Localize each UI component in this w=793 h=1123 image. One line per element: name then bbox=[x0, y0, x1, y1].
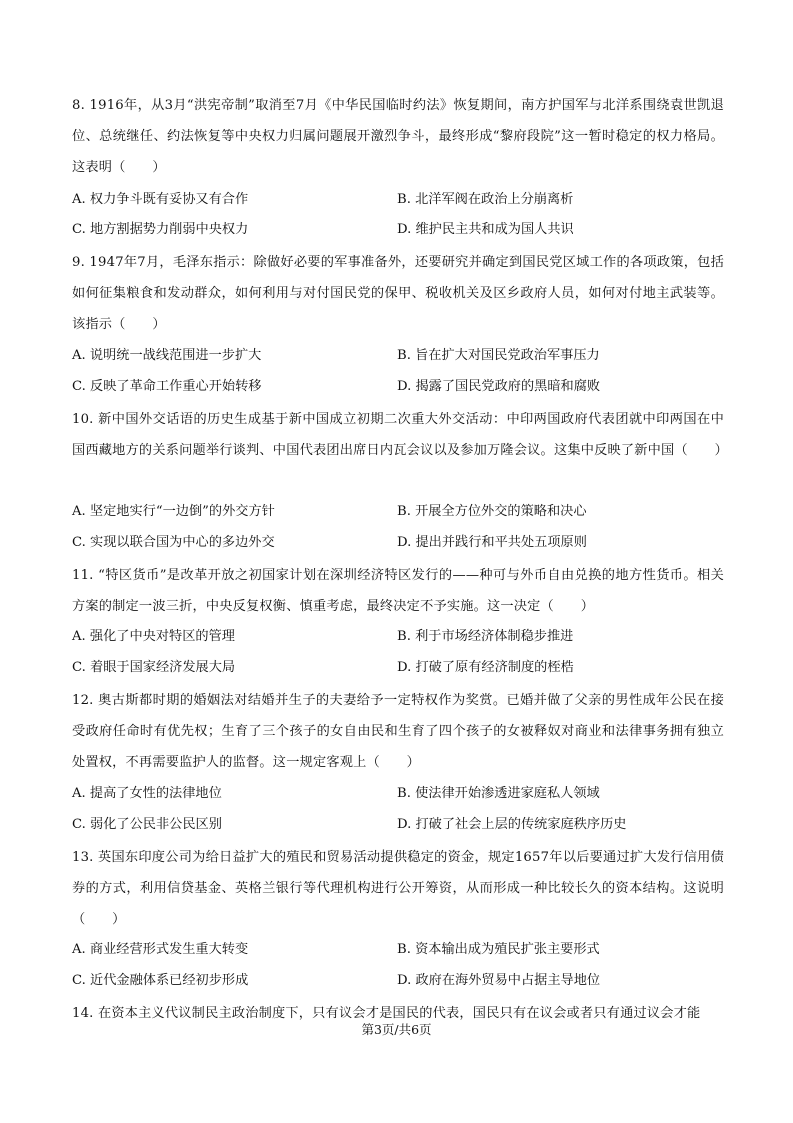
question-10-option-a: A. 坚定地实行“一边倒”的外交方针 bbox=[72, 504, 275, 519]
question-9-option-d: D. 揭露了国民党政府的黑暗和腐败 bbox=[397, 379, 601, 394]
question-11-option-c: C. 着眼于国家经济发展大局 bbox=[72, 660, 236, 675]
question-8-stem: 8. 1916年，从3月“洪宪帝制”取消至7月《中华民国临时约法》恢复期间，南方护国军与北洋系围绕袁世凯退位、总统继任、约法恢复等中央权力归属问题展开激烈争斗，最终形成“黎府段院”这一暂时稳定的权力格局。这表明（ ） bbox=[72, 98, 724, 175]
question-8-option-d: D. 维护民主共和成为国人共识 bbox=[397, 222, 574, 237]
question-12-option-d: D. 打破了社会上层的传统家庭秩序历史 bbox=[397, 817, 627, 832]
question-12-option-a: A. 提高了女性的法律地位 bbox=[72, 786, 222, 801]
question-11-option-b: B. 利于市场经济体制稳步推进 bbox=[397, 629, 574, 644]
question-13-option-d: D. 政府在海外贸易中占据主导地位 bbox=[397, 973, 601, 988]
question-12-option-c: C. 弱化了公民非公民区别 bbox=[72, 817, 222, 832]
question-9-option-b: B. 旨在扩大对国民党政治军事压力 bbox=[397, 348, 600, 363]
question-13-option-c: C. 近代金融体系已经初步形成 bbox=[72, 973, 249, 988]
question-11-option-d: D. 打破了原有经济制度的桎梏 bbox=[397, 660, 574, 675]
question-10-stem: 10. 新中国外交话语的历史生成基于新中国成立初期二次重大外交活动：中印两国政府代表团就中印两国在中国西藏地方的关系问题举行谈判、中国代表团出席日内瓦会议以及参加万隆会议。这集中反映了新中国（ ） bbox=[72, 412, 728, 458]
question-14-stem: 14. 在资本主义代议制民主政治制度下，只有议会才是国民的代表，国民只有在议会或者只有通过议会才能 bbox=[72, 1006, 701, 1021]
question-13-stem: 13. 英国东印度公司为给日益扩大的殖民和贸易活动提供稳定的资金，规定1657年以后要通过扩大发行信用债券的方式，利用信贷基金、英格兰银行等代理机构进行公开筹资，从而形成一种比较长久的资本结构。这说明（ ） bbox=[72, 850, 724, 927]
question-9-option-a: A. 说明统一战线范围进一步扩大 bbox=[72, 348, 262, 363]
question-8-option-c: C. 地方割据势力削弱中央权力 bbox=[72, 222, 249, 237]
question-9-stem: 9. 1947年7月，毛泽东指示：除做好必要的军事准备外，还要研究并确定到国民党区域工作的各项政策，包括如何征集粮食和发动群众，如何利用与对付国民党的保甲、税收机关及区乡政府人员，如何对付地主武装等。该指示（ ） bbox=[72, 255, 724, 332]
question-11-stem: 11. “特区货币”是改革开放之初国家计划在深圳经济特区发行的——种可与外币自由兑换的地方性货币。相关方案的制定一波三折，中央反复权衡、慎重考虑，最终决定不予实施。这一决定（ ） bbox=[72, 568, 724, 614]
page-number-footer: 第3页/共6页 bbox=[361, 1022, 432, 1037]
question-10-option-d: D. 提出并践行和平共处五项原则 bbox=[397, 535, 587, 550]
question-9-option-c: C. 反映了革命工作重心开始转移 bbox=[72, 379, 262, 394]
question-8-option-a: A. 权力争斗既有妥协又有合作 bbox=[72, 192, 249, 207]
question-13-option-a: A. 商业经营形式发生重大转变 bbox=[72, 942, 249, 957]
question-10-option-c: C. 实现以联合国为中心的多边外交 bbox=[72, 535, 275, 550]
question-8-option-b: B. 北洋军阀在政治上分崩离析 bbox=[397, 192, 574, 207]
question-12-option-b: B. 使法律开始渗透进家庭私人领域 bbox=[397, 786, 600, 801]
question-11-option-a: A. 强化了中央对特区的管理 bbox=[72, 629, 235, 644]
question-10-option-b: B. 开展全方位外交的策略和决心 bbox=[397, 504, 587, 519]
question-12-stem: 12. 奥古斯都时期的婚姻法对结婚并生子的夫妻给予一定特权作为奖赏。已婚并做了父亲的男性成年公民在接受政府任命时有优先权；生育了三个孩子的女自由民和生育了四个孩子的女被释奴对商业和法律事务拥有独立处置权，不再需要监护人的监督。这一规定客观上（ ） bbox=[72, 693, 724, 770]
question-13-option-b: B. 资本输出成为殖民扩张主要形式 bbox=[397, 942, 600, 957]
